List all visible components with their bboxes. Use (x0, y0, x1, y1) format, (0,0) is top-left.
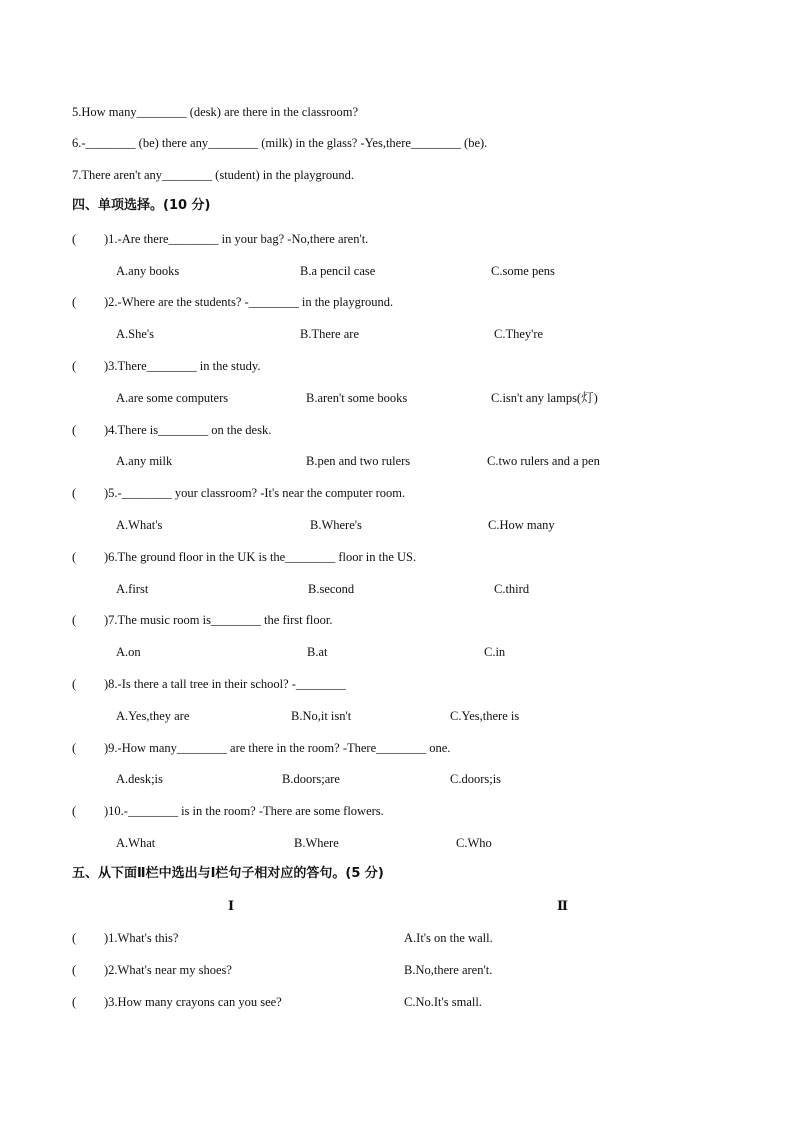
fill-item-7: 7.There aren't any________ (student) in the playground. (72, 168, 355, 182)
option-c: C.some pens (491, 264, 555, 278)
answer-paren: ( (72, 423, 77, 437)
question-stem: )8.-Is there a tall tree in their school? -________ (104, 677, 346, 691)
option-a: A.on (116, 645, 141, 659)
option-c: C.isn't any lamps(灯) (491, 391, 598, 405)
option-a: A.She's (116, 327, 155, 341)
question-stem: )9.-How many________ are there in the room? -There________ one. (104, 741, 451, 755)
answer-paren: ( (72, 931, 77, 945)
question-stem: )6.The ground floor in the UK is the________ floor in the US. (104, 550, 417, 564)
option-a: A.any milk (116, 454, 173, 468)
match-right-c: C.No.It's small. (404, 995, 482, 1009)
option-b: B.No,it isn't (291, 709, 352, 723)
match-left-2: )2.What's near my shoes? (104, 963, 232, 977)
question-stem: )2.-Where are the students? -________ in the playground. (104, 295, 394, 309)
option-b: B.Where (294, 836, 339, 850)
match-left-1: )1.What's this? (104, 931, 179, 945)
column-1-header: Ⅰ (228, 898, 235, 913)
question-stem: )5.-________ your classroom? -It's near the computer room. (104, 486, 406, 500)
option-c: C.They're (494, 327, 544, 341)
section-4-heading: 四、单项选择。(10 分) (72, 198, 211, 213)
answer-paren: ( (72, 804, 77, 818)
option-a: A.any books (116, 264, 180, 278)
option-c: C.doors;is (450, 772, 502, 786)
question-stem: )10.-________ is in the room? -There are some flowers. (104, 804, 384, 818)
question-stem: )7.The music room is________ the first floor. (104, 613, 333, 627)
option-c: C.Who (456, 836, 492, 850)
option-c: C.How many (488, 518, 555, 532)
option-c: C.Yes,there is (450, 709, 520, 723)
answer-paren: ( (72, 963, 77, 977)
option-a: A.first (116, 582, 149, 596)
question-stem: )4.There is________ on the desk. (104, 423, 272, 437)
match-right-a: A.It's on the wall. (404, 931, 493, 945)
option-b: B.pen and two rulers (306, 454, 411, 468)
column-2-header: Ⅱ (557, 898, 568, 913)
answer-paren: ( (72, 550, 77, 564)
option-b: B.second (308, 582, 355, 596)
answer-paren: ( (72, 677, 77, 691)
answer-paren: ( (72, 295, 77, 309)
option-a: A.What (116, 836, 156, 850)
option-b: B.aren't some books (306, 391, 408, 405)
answer-paren: ( (72, 741, 77, 755)
option-b: B.a pencil case (300, 264, 376, 278)
answer-paren: ( (72, 232, 77, 246)
option-b: B.at (307, 645, 328, 659)
section-5-heading: 五、从下面Ⅱ栏中选出与Ⅰ栏句子相对应的答句。(5 分) (72, 866, 384, 881)
answer-paren: ( (72, 486, 77, 500)
match-right-b: B.No,there aren't. (404, 963, 493, 977)
option-a: A.are some computers (116, 391, 229, 405)
option-b: B.Where's (310, 518, 362, 532)
fill-item-5: 5.How many________ (desk) are there in the classroom? (72, 105, 359, 119)
option-a: A.desk;is (116, 772, 163, 786)
option-c: C.in (484, 645, 506, 659)
answer-paren: ( (72, 995, 77, 1009)
answer-paren: ( (72, 359, 77, 373)
option-c: C.two rulers and a pen (487, 454, 600, 468)
option-a: A.What's (116, 518, 163, 532)
option-c: C.third (494, 582, 530, 596)
match-left-3: )3.How many crayons can you see? (104, 995, 282, 1009)
question-stem: )3.There________ in the study. (104, 359, 261, 373)
fill-item-6: 6.-________ (be) there any________ (milk) in the glass? -Yes,there________ (be). (72, 136, 488, 150)
answer-paren: ( (72, 613, 77, 627)
option-b: B.doors;are (282, 772, 340, 786)
option-a: A.Yes,they are (116, 709, 190, 723)
option-b: B.There are (300, 327, 359, 341)
question-stem: )1.-Are there________ in your bag? -No,there aren't. (104, 232, 369, 246)
